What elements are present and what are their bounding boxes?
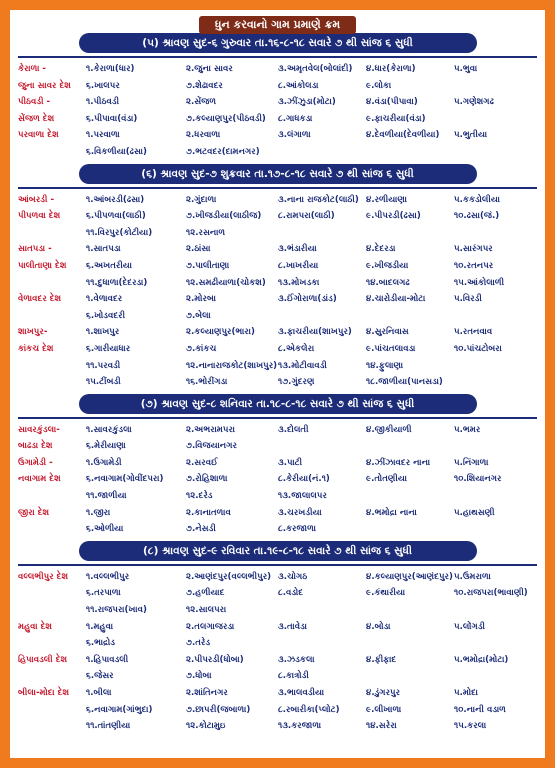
- village-entry: ૭.ભટવદર(દામનગર): [186, 146, 260, 157]
- section-header: (૬) શ્રાવણ સુદ-૭ શુક્રવાર તા.૧૭-૮-૧૮ સવારે ૭ થી સાંજ ૬ સુધી: [79, 164, 477, 184]
- village-entry: ૧૨.રસનાળ: [186, 227, 226, 238]
- village-entry: ૭.કાંકચ: [186, 343, 217, 354]
- section-divider: [18, 56, 537, 58]
- section-spacer: [18, 735, 537, 738]
- village-entry: ૨.જુના સાવર: [186, 64, 233, 74]
- village-row: [18, 685, 537, 702]
- village-entry: ૧૨.સાલપરા: [186, 605, 227, 616]
- village-entry: ૬.ખાલપર: [86, 80, 120, 91]
- village-entry: ૪.ઝીંઝાવદર નાના: [366, 457, 431, 468]
- schedule-section: [18, 394, 537, 541]
- region-label: વલ્લભીપુર દેશ: [18, 571, 69, 582]
- village-entry: ૨.મોરબા: [186, 294, 216, 305]
- village-entry: ૧૪.સરેરા: [366, 721, 397, 732]
- region-label: ઉગામેડી -: [18, 457, 53, 468]
- region-label: વેળાવદર દેશ: [18, 294, 62, 305]
- village-row: [18, 374, 537, 391]
- village-row: [18, 291, 537, 308]
- village-entry: ૧.જીરા: [86, 507, 111, 518]
- sections-container: [18, 33, 537, 738]
- region-label: પીપળવા દેશ: [18, 211, 61, 222]
- village-entry: ૧.ઉગામેડી: [86, 457, 122, 468]
- region-label: કેરાળા -: [18, 64, 46, 74]
- village-entry: ૯.લીખાળા: [366, 704, 402, 715]
- village-entry: ૩.ઝડકલા: [278, 654, 315, 665]
- village-entry: ૮.વડોદ: [278, 588, 304, 599]
- village-entry: ૧૩.જાલાલપર: [278, 491, 327, 502]
- village-entry: ૬.તરપાળા: [86, 588, 121, 599]
- village-entry: ૭.ખીજડીયા(લાઠીજ): [186, 211, 262, 222]
- schedule-section: [18, 33, 537, 164]
- village-row: [18, 341, 537, 358]
- region-label: સાવરકુંડલા-: [18, 424, 60, 435]
- village-row: [18, 668, 537, 685]
- village-entry: ૧૪.ફુલાણા: [366, 360, 404, 371]
- village-row: [18, 718, 537, 735]
- village-entry: ૫.સારંગપર: [454, 244, 493, 255]
- village-entry: ૪.સુરનિવાસ: [366, 327, 409, 338]
- village-entry: ૯.ખીજડીયા: [366, 260, 409, 271]
- village-entry: ૫.લોંગડી: [454, 621, 486, 632]
- village-entry: ૧.આંબરડી(ઢસા): [86, 194, 145, 205]
- village-row: [18, 144, 537, 161]
- village-row: [18, 61, 537, 78]
- village-entry: ૪.દેવળીયા(દેવળીયા): [366, 130, 440, 141]
- village-entry: ૧૫.ટીંબડી: [86, 377, 121, 388]
- village-entry: ૧૫.કરલા: [454, 721, 487, 732]
- village-entry: ૩.ભાલવડીયા: [278, 688, 325, 698]
- village-entry: ૧.પીઠવડી: [86, 97, 120, 108]
- village-entry: ૮.રામપરા(લાઠી): [278, 211, 335, 222]
- village-entry: ૧૨.સમઢીયાળા(ચોકશ): [186, 277, 266, 288]
- village-entry: ૨.કાનાતળાવ: [186, 507, 231, 518]
- village-entry: ૧.વલ્લભીપુર: [86, 571, 130, 582]
- village-entry: ૪.ચારોડીયા-મોટા: [366, 294, 426, 305]
- village-row: [18, 602, 537, 619]
- village-entry: ૧૮.જાળીયા(પાનસડા): [366, 377, 443, 388]
- village-entry: ૧૩.કરજાળા: [278, 721, 322, 732]
- village-entry: ૧૦.શિયાનગર: [454, 474, 502, 485]
- village-entry: ૧૫.આંકોલાળી: [454, 277, 505, 288]
- village-entry: ૬.જેસર: [86, 671, 114, 682]
- village-entry: ૨.કલ્યાણપુર(ભારા): [186, 327, 255, 338]
- region-label: બીલા-મોદા દેશ: [18, 688, 70, 698]
- village-entry: ૭.શેઢાવદર: [186, 80, 223, 91]
- schedule-section: [18, 541, 537, 738]
- village-entry: ૨.શાંતિનગર: [186, 688, 228, 698]
- village-entry: ૪.જીકીયાળી: [366, 424, 412, 435]
- village-row: [18, 94, 537, 111]
- village-entry: ૫.વિરડી: [454, 294, 482, 305]
- village-entry: ૯.તોતણીયા: [366, 474, 407, 485]
- region-label: આંબરડી -: [18, 194, 55, 205]
- village-entry: ૬.મેરીયાણા: [86, 441, 126, 452]
- village-entry: ૭.તરેડ: [186, 638, 211, 649]
- village-row: [18, 585, 537, 602]
- village-row: [18, 521, 537, 538]
- village-row: [18, 702, 537, 719]
- village-entry: ૫.મોદા: [454, 688, 479, 698]
- village-row: [18, 471, 537, 488]
- village-entry: ૭.કલ્યાણપુર(પીઠવડી): [186, 113, 266, 124]
- village-entry: ૭.બેલા: [186, 310, 211, 321]
- village-entry: ૮.કાત્રોડી: [278, 671, 309, 682]
- village-entry: ૯.કંથારીયા: [366, 588, 406, 599]
- village-entry: ૬.ભાદ્રોડ: [86, 638, 116, 649]
- village-entry: ૨.આણંદપુર(વલ્લભીપુર): [186, 571, 272, 582]
- village-entry: ૧૩.મોખડકા: [278, 277, 320, 288]
- village-entry: ૭.ધોબા: [186, 671, 212, 682]
- village-entry: ૪.ભમોદ્રા નાના: [366, 507, 417, 518]
- village-entry: ૩.ઈંગોરાળા(ડાંડ): [278, 294, 337, 305]
- region-label: હિપાવડલી દેશ: [18, 654, 68, 665]
- village-row: [18, 258, 537, 275]
- village-row: [18, 438, 537, 455]
- village-entry: ૩.ચરખડીયા: [278, 507, 322, 518]
- village-entry: ૧૧.દુધાળા(દેદરડા): [86, 277, 148, 288]
- village-entry: ૨.સરવઈ: [186, 457, 218, 468]
- village-entry: ૬.નવાગામ(ગાંભુદા): [86, 704, 153, 715]
- village-entry: ૧૧.રાજપરા(ખાવ): [86, 605, 147, 616]
- village-entry: ૧૧.વિરપુર(કોટીયા): [86, 227, 153, 238]
- village-entry: ૧૧.જાળીયા: [86, 491, 127, 502]
- village-entry: ૬.પીપળવા(લાઠી): [86, 211, 146, 222]
- village-entry: ૪.ડુંગરપુર: [366, 688, 401, 698]
- village-entry: ૩.લંગાળા: [278, 130, 311, 141]
- village-entry: ૩.દોલતી: [278, 424, 309, 435]
- village-entry: ૨.અભરામપરા: [186, 424, 235, 435]
- village-entry: ૧.હિપાવડલી: [86, 654, 129, 665]
- village-row: [18, 78, 537, 95]
- village-entry: ૨.ધરવાળા: [186, 130, 221, 141]
- village-row: [18, 111, 537, 128]
- village-entry: ૧૦.રાજપરા(ભાવાણી): [454, 588, 528, 599]
- village-entry: ૩.ભંડારીયા: [278, 244, 317, 255]
- village-row: [18, 652, 537, 669]
- section-divider: [18, 187, 537, 189]
- village-row: [18, 275, 537, 292]
- village-row: [18, 192, 537, 209]
- region-label: મહુવા દેશ: [18, 621, 53, 632]
- village-entry: ૮.કરજાળા: [278, 524, 316, 535]
- village-entry: ૧૨.દરેડ: [186, 491, 213, 502]
- section-header: (૭) શ્રાવણ સુદ-૮ શનિવાર તા.૧૮-૮-૧૮ સવારે ૭ થી સાંજ ૬ સુધી: [79, 394, 477, 414]
- village-entry: ૯.પાંચતલાવડા: [366, 343, 416, 354]
- village-entry: ૬.પીપાવા(વંડા): [86, 113, 138, 124]
- village-entry: ૫.ભુવા: [454, 64, 478, 74]
- village-row: [18, 308, 537, 325]
- village-entry: ૫.ગણેશગઢ: [454, 97, 494, 108]
- village-row: [18, 569, 537, 586]
- village-entry: ૧૦.રતનપર: [454, 260, 494, 271]
- village-entry: ૧૬.ભોરીંગડા: [186, 377, 228, 388]
- village-row: [18, 635, 537, 652]
- village-entry: ૧૦.પાંચટોબરા: [454, 343, 502, 354]
- village-entry: ૪.કલ્યાણપુર(આણંદપુર): [366, 571, 453, 582]
- village-row: [18, 324, 537, 341]
- village-row: [18, 488, 537, 505]
- region-label: જીરા દેશ: [18, 507, 50, 518]
- village-entry: ૧.મહુવા: [86, 621, 114, 632]
- village-entry: ૯.લોકા: [366, 80, 392, 91]
- region-label: પાલીતાણા દેશ: [18, 260, 67, 271]
- region-label: પીઠવડી -: [18, 97, 51, 108]
- village-entry: ૪.બોડા: [366, 621, 391, 632]
- village-entry: ૭.વિજયાનગર: [186, 441, 237, 452]
- title-wrap: [18, 13, 537, 33]
- region-label: શાખપુર-: [18, 327, 48, 338]
- village-entry: ૮.આંકોલડા: [278, 80, 319, 91]
- village-entry: ૧૭.ગુંદરણ: [278, 377, 315, 388]
- village-entry: ૩.નાના રાજકોટ(લાઠી): [278, 194, 359, 205]
- village-entry: ૬.ખોડવદરી: [86, 310, 126, 321]
- village-entry: ૧.કેરાળા(ધાર): [86, 64, 135, 74]
- village-entry: ૮.ગાધકડા: [278, 113, 313, 124]
- village-row: [18, 127, 537, 144]
- village-entry: ૬.અખતરીયા: [86, 260, 132, 271]
- village-entry: ૯.ફાચરીયા(વંડા): [366, 113, 426, 124]
- village-entry: ૨.ગુંદાળા: [186, 194, 217, 205]
- village-entry: ૮.કેરીયા(નં.૧): [278, 474, 330, 485]
- region-label: બાઢડા દેશ: [18, 441, 53, 452]
- village-entry: ૧૩.મોટીવાવડી: [278, 360, 327, 371]
- section-divider: [18, 417, 537, 419]
- village-entry: ૪.વંડા(પીપાવા): [366, 97, 418, 108]
- village-entry: ૧૧.પરવડી: [86, 360, 121, 371]
- village-entry: ૮.એકલેરા: [278, 343, 315, 354]
- village-row: [18, 208, 537, 225]
- village-entry: ૪.રળીયાણા: [366, 194, 407, 205]
- section-header: (૫) શ્રાવણ સુદ-૬ ગુરુવાર તા.૧૬-૮-૧૮ સવારે ૭ થી સાંજ ૬ સુધી: [79, 33, 477, 53]
- village-row: [18, 241, 537, 258]
- region-label: પરવાળા દેશ: [18, 130, 59, 141]
- region-label: જુના સાવર દેશ: [18, 80, 71, 91]
- village-entry: ૬.નવાગામ(ગોવીંદપરા): [86, 474, 164, 485]
- village-entry: ૧.વેળાવદર: [86, 294, 123, 305]
- village-entry: ૫.કકડોલીયા: [454, 194, 501, 205]
- schedule-sheet: [10, 10, 545, 758]
- village-entry: ૩.પાટી: [278, 457, 303, 468]
- page-title: ધુન કરવાનો ગામ પ્રમાણે ક્રમ: [199, 16, 356, 34]
- village-entry: ૯.પીપરડી(ઢસા): [366, 211, 421, 222]
- village-row: [18, 225, 537, 242]
- village-entry: ૫.હાથસણી: [454, 507, 495, 518]
- village-entry: ૨.તલગાજરડા: [186, 621, 235, 632]
- region-label: કાંકચ દેશ: [18, 343, 54, 354]
- section-header: (૮) શ્રાવણ સુદ-૯ રવિવાર તા.૧૯-૮-૧૮ સવારે ૭ થી સાંજ ૬ સુધી: [79, 541, 477, 561]
- village-entry: ૮.ખાખરીયા: [278, 260, 319, 271]
- village-entry: ૫.ભમર: [454, 424, 481, 435]
- village-entry: ૭.રોહિશાળા: [186, 474, 228, 485]
- village-entry: ૩.ચોગઠ: [278, 571, 308, 582]
- village-entry: ૫.રતનવાવ: [454, 327, 493, 338]
- village-entry: ૨.ઠાંસા: [186, 244, 211, 255]
- village-entry: ૫.ભુતીયા: [454, 130, 488, 141]
- village-entry: ૪.દેદરડા: [366, 244, 396, 255]
- village-entry: ૫.નિંગાળા: [454, 457, 489, 468]
- village-entry: ૬.ઓળીયા: [86, 524, 124, 535]
- village-entry: ૩.ઝીંઝુડા(મોટા): [278, 97, 336, 108]
- region-label: સાતપડા -: [18, 244, 52, 255]
- village-entry: ૩.ફાચરીયા(શાખપુર): [278, 327, 352, 338]
- village-row: [18, 422, 537, 439]
- village-entry: ૭.પાલીતાણા: [186, 260, 230, 271]
- village-entry: ૭.છાપરી(જબાળા): [186, 704, 251, 715]
- region-label: નવાગામ દેશ: [18, 474, 61, 485]
- village-entry: ૧.શાખપુર: [86, 327, 120, 338]
- village-entry: ૨.સેંજળ: [186, 97, 217, 108]
- village-row: [18, 619, 537, 636]
- region-label: સેંજળ દેશ: [18, 113, 55, 124]
- village-entry: ૩.અમૃતવેલ(બોલાંદી): [278, 64, 353, 74]
- village-entry: ૫.ઉમરાળા: [454, 571, 491, 582]
- village-entry: ૧૨.નાનારાજકોટ(શાખપુર): [186, 360, 278, 371]
- village-entry: ૫.ભમોદ્રા(મોટા): [454, 654, 509, 665]
- village-entry: ૮.રબારીકા(પ્લોટ): [278, 704, 340, 715]
- village-row: [18, 505, 537, 522]
- village-row: [18, 455, 537, 472]
- village-entry: ૪.ફીફાદ: [366, 654, 397, 665]
- village-entry: ૧૦.ઢસા(જં.): [454, 211, 500, 222]
- village-entry: ૧.બીલા: [86, 688, 112, 698]
- village-entry: ૨.પીપરડી(ધોબા): [186, 654, 244, 665]
- schedule-section: [18, 164, 537, 394]
- section-divider: [18, 564, 537, 566]
- village-entry: ૧૪.બાદલગઢ: [366, 277, 410, 288]
- village-entry: ૭.હળીયાદ: [186, 588, 225, 599]
- village-entry: ૧.પરવાળા: [86, 130, 120, 141]
- village-entry: ૪.ધાર(કેરાળા): [366, 64, 416, 74]
- village-row: [18, 358, 537, 375]
- village-entry: ૭.નેસડી: [186, 524, 216, 535]
- village-entry: ૧૦.નાની વડાળ: [454, 704, 506, 715]
- village-entry: ૧૨.કોટામુઇ: [186, 721, 226, 732]
- village-entry: ૧.સાતપડા: [86, 244, 121, 255]
- village-entry: ૬.વિકળીયા(ઢસા): [86, 146, 147, 157]
- village-entry: ૧.સાવરકુંડલા: [86, 424, 132, 435]
- village-entry: ૩.તાવેડા: [278, 621, 307, 632]
- village-entry: ૬.ગારીયાધાર: [86, 343, 131, 354]
- village-entry: ૧૧.તાંતણીયા: [86, 721, 131, 732]
